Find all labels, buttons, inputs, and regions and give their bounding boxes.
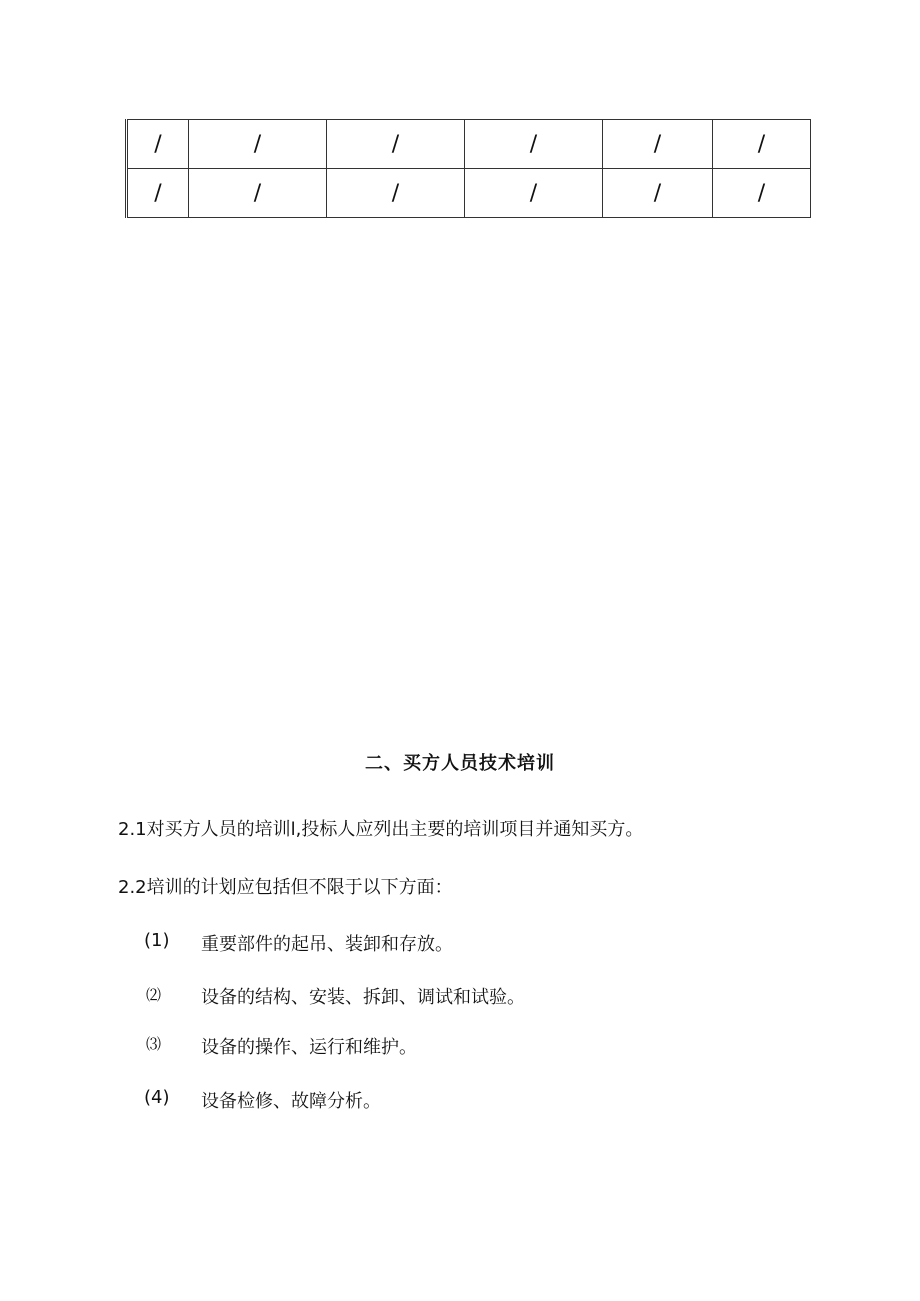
data-table — [125, 119, 811, 218]
paragraph-2-2: 2.2培训的计划应包括但不限于以下方面： — [118, 877, 453, 898]
table-cell: / — [465, 169, 603, 218]
list-item-text: 设备的结构、安装、拆卸、调试和试验。 — [201, 987, 525, 1008]
list-item-number: ⑵ — [146, 986, 162, 1004]
table-row — [127, 169, 811, 218]
table-cell: / — [465, 120, 603, 169]
list-item-text: 设备检修、故障分析。 — [201, 1091, 381, 1112]
paragraph-2-1: 2.1对买方人员的培训l,投标人应列出主要的培训项目并通知买方。 — [118, 819, 644, 840]
table-cell: / — [189, 120, 327, 169]
list-item-text: 重要部件的起吊、装卸和存放。 — [201, 934, 453, 955]
list-item-text: 设备的操作、运行和维护。 — [201, 1037, 417, 1058]
table-cell: / — [189, 169, 327, 218]
table-cell: / — [713, 120, 811, 169]
table-cell: / — [327, 120, 465, 169]
list-item-number: (1) — [144, 930, 170, 951]
list-item-number: ⑶ — [146, 1035, 162, 1053]
table-cell: / — [713, 169, 811, 218]
table-cell: / — [603, 169, 713, 218]
section-heading: 二、买方人员技术培训 — [365, 753, 555, 774]
table-cell: / — [127, 120, 189, 169]
table-cell: / — [603, 120, 713, 169]
table-row — [127, 120, 811, 169]
list-item-number: (4) — [144, 1087, 170, 1108]
table-cell: / — [127, 169, 189, 218]
table-cell: / — [327, 169, 465, 218]
